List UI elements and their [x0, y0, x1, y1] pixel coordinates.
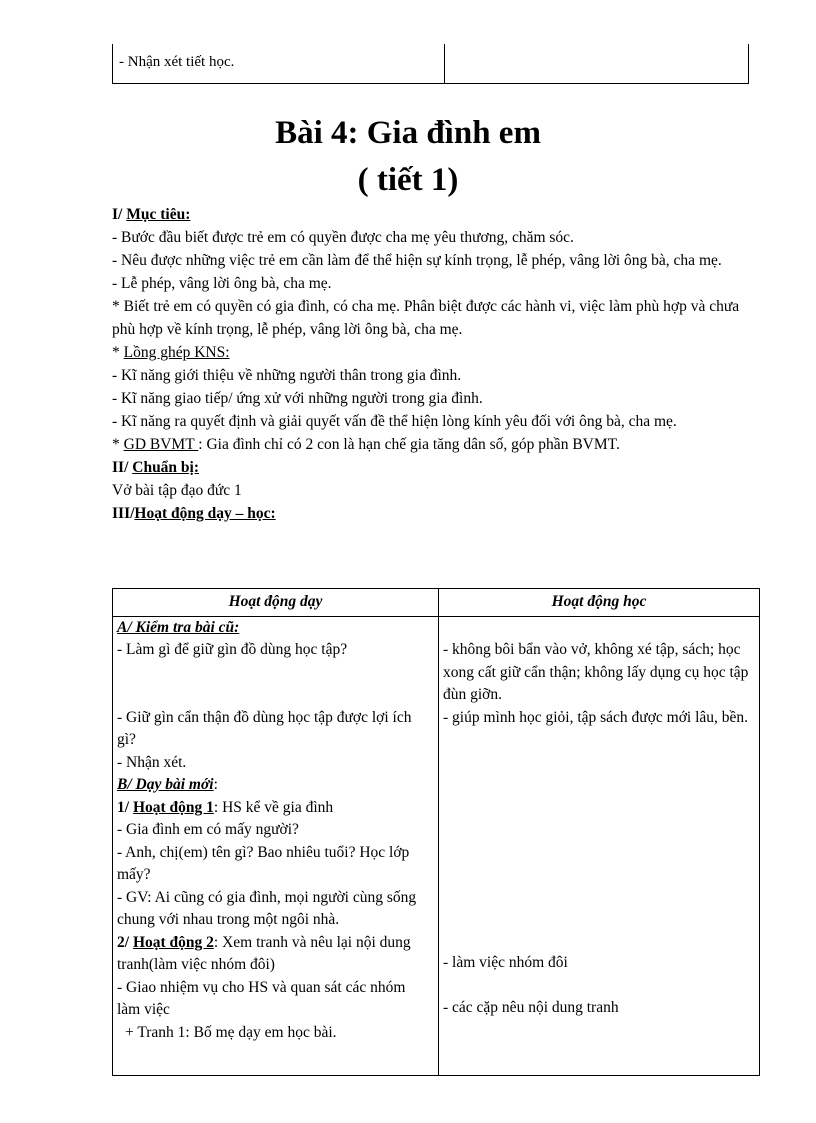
preparation-heading: II/ Chuẩn bị:	[112, 459, 200, 476]
lesson-body	[112, 203, 762, 525]
activities-heading: III/Hoạt động dạy – học:	[112, 505, 276, 522]
teacher-activities-cell	[113, 616, 439, 1075]
kns-item: - Kĩ năng giao tiếp/ ứng xử với những người trong gia đình.	[112, 390, 483, 407]
learn-item: - không bôi bẩn vào vở, không xé tập, sách; học xong cất giữ cẩn thận; không lấy dụng cụ học tập đùn giỡn.	[443, 641, 749, 703]
teach-item: - GV: Ai cũng có gia đình, mọi người cùng sống chung với nhau trong một ngôi nhà.	[117, 888, 417, 928]
activity-1-heading: 1/ Hoạt động 1: HS kể về gia đình	[117, 798, 334, 816]
teach-item: - Giữ gìn cẩn thận đồ dùng học tập được lợi ích gì?	[117, 708, 412, 748]
kns-item: - Kĩ năng giới thiệu về những người thân trong gia đình.	[112, 367, 462, 384]
section-a-heading: A/ Kiểm tra bài cũ:	[117, 618, 240, 636]
student-activities-cell	[439, 616, 760, 1075]
kns-heading: * Lồng ghép KNS:	[112, 344, 230, 361]
table-row	[113, 616, 760, 1075]
teach-item: - Anh, chị(em) tên gì? Bao nhiêu tuổi? Học lớp mấy?	[117, 843, 410, 883]
lesson-title: Bài 4: Gia đình em	[275, 115, 541, 151]
teach-item: - Gia đình em có mấy người?	[117, 821, 299, 838]
kns-item: - Kĩ năng ra quyết định và giải quyết vấn đề thể hiện lòng kính yêu đối với ông bà, cha mẹ.	[112, 413, 677, 430]
objectives-heading: I/ Mục tiêu:	[112, 206, 191, 223]
objective-item: - Lễ phép, vâng lời ông bà, cha mẹ.	[112, 275, 332, 292]
table-header-row	[113, 589, 760, 617]
previous-table-cell-2	[445, 44, 748, 83]
lesson-subtitle: ( tiết 1)	[357, 162, 459, 198]
section-b-heading: B/ Dạy bài mới:	[117, 776, 218, 793]
learn-item: - làm việc nhóm đôi	[443, 954, 568, 971]
teach-item: + Tranh 1: Bố mẹ dạy em học bài.	[125, 1023, 337, 1041]
teach-item: - Nhận xét.	[117, 753, 187, 771]
previous-table-fragment	[112, 44, 749, 84]
objective-item: - Nêu được những việc trẻ em cần làm để thể hiện sự kính trọng, lễ phép, vâng lời ông bà, cha mẹ.	[112, 252, 722, 269]
activity-2-heading: 2/ Hoạt động 2: Xem tranh và nêu lại nội dung tranh(làm việc nhóm đôi)	[117, 933, 411, 973]
bvmt-line: * GD BVMT : Gia đình chỉ có 2 con là hạn chế gia tăng dân số, góp phần BVMT.	[112, 436, 620, 453]
objective-item: * Biết trẻ em có quyền có gia đình, có cha mẹ. Phân biệt được các hành vi, việc làm phù hợp và chưa phù hợp về kính trọng, lễ phép, vâng lời ông bà, cha mẹ.	[112, 298, 740, 338]
student-column-header: Hoạt động học	[439, 589, 760, 617]
learn-item: - các cặp nêu nội dung tranh	[443, 999, 619, 1016]
objective-item: - Bước đầu biết được trẻ em có quyền được cha mẹ yêu thương, chăm sóc.	[112, 229, 574, 246]
teacher-column-header: Hoạt động dạy	[113, 589, 439, 617]
learn-item: - giúp mình học giỏi, tập sách được mới lâu, bền.	[443, 708, 749, 726]
teach-item: - Giao nhiệm vụ cho HS và quan sát các nhóm làm việc	[117, 978, 406, 1018]
previous-table-cell-1: - Nhận xét tiết học.	[113, 44, 445, 83]
preparation-text: Vở bài tập đạo đức 1	[112, 482, 242, 499]
activities-table	[112, 588, 760, 1076]
teach-item: - Làm gì để giữ gìn đồ dùng học tập?	[117, 641, 348, 658]
